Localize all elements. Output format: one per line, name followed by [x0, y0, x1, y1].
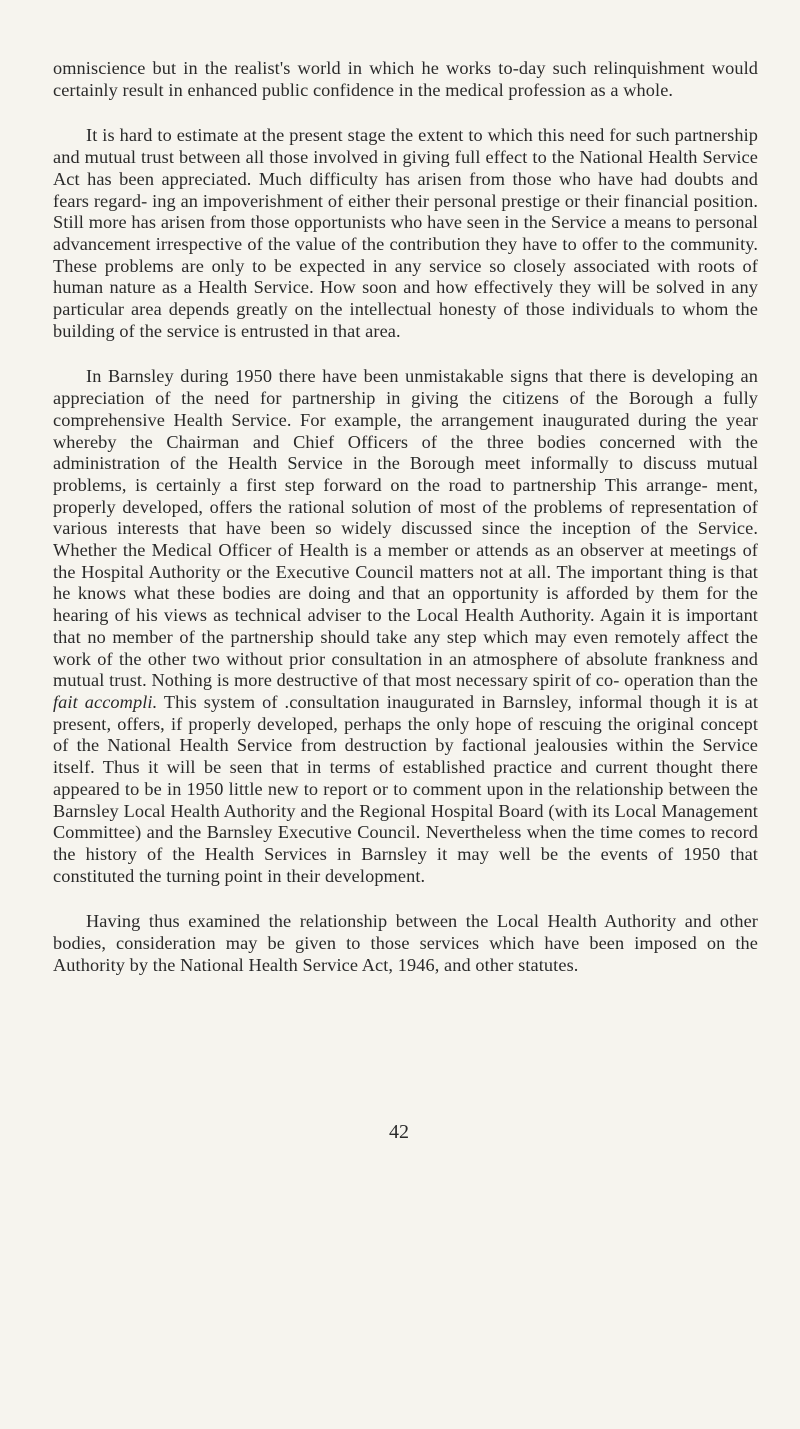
paragraph-continuation: omniscience but in the realist's world in which he works to-day such relinquishment would certainly result in enhanced public confidence in the medical profession as a whole.	[53, 58, 758, 100]
document-body	[53, 58, 758, 1000]
paragraph-text-before: In Barnsley during 1950 there have been unmistakable signs that there is developing an appreciation of the need for partnership in giving the citizens of the Borough a fully comprehensive Health Service. For example, the arrangement inaugurated during the year whereby the Chairman and Chief Officers of the three bodies concerned with the administration of the Health Service in the Borough meet informally to discuss mutual problems, is certainly a first step forward on the road to partnership This arrange- ment, properly developed, offers the rational solution of most of the problems of representation of various interests that have been so widely discussed since the inception of the Service. Whether the Medical Officer of Health is a member or attends as an observer at meetings of the Hospital Authority or the Executive Council matters not at all. The important thing is that he knows what these bodies are doing and that an opportunity is afforded by them for the hearing of his views as technical adviser to the Local Health Authority. Again it is important that no member of the partnership should take any step which may even remotely affect the work of the other two without prior consultation in an atmosphere of absolute frankness and mutual trust. Nothing is more destructive of that most necessary spirit of co- operation than the	[53, 366, 758, 691]
paragraph-partnership-trust: It is hard to estimate at the present stage the extent to which this need for such partnership and mutual trust between all those involved in giving full effect to the National Health Service Act has been appreciated. Much difficulty has arisen from those who have had doubts and fears regard- ing an impoverishment of either their personal prestige or their financial position. Still more has arisen from those opportunists who have seen in the Service a means to personal advancement irrespective of the value of the contribution they have to offer to the community. These problems are only to be expected in any service so closely associated with roots of human nature as a Health Service. How soon and how effectively they will be solved in any particular area depends greatly on the intellectual honesty of those individuals to whom the building of the service is entrusted in that area.	[53, 125, 758, 341]
paragraph-services-imposed: Having thus examined the relationship between the Local Health Authority and other bodies, consideration may be given to those services which have been imposed on the Authority by the National Health Service Act, 1946, and other statutes.	[53, 911, 758, 975]
page-number: 42	[389, 1121, 409, 1143]
italic-phrase: fait accompli.	[53, 691, 158, 712]
paragraph-text-after: This system of .consultation inaugurated in Barnsley, informal though it is at present, offers, if properly developed, perhaps the only hope of rescuing the original concept of the National Health Service from destruction by factional jealousies within the Service itself. Thus it will be seen that in terms of established practice and current thought there appeared to be in 1950 little new to report or to comment upon in the relationship between the Barnsley Local Health Authority and the Regional Hospital Board (with its Local Management Committee) and the Barnsley Executive Council. Nevertheless when the time comes to record the history of the Health Services in Barnsley it may well be the events of 1950 that constituted the turning point in their development.	[53, 691, 758, 886]
paragraph-barnsley-1950	[53, 366, 758, 887]
